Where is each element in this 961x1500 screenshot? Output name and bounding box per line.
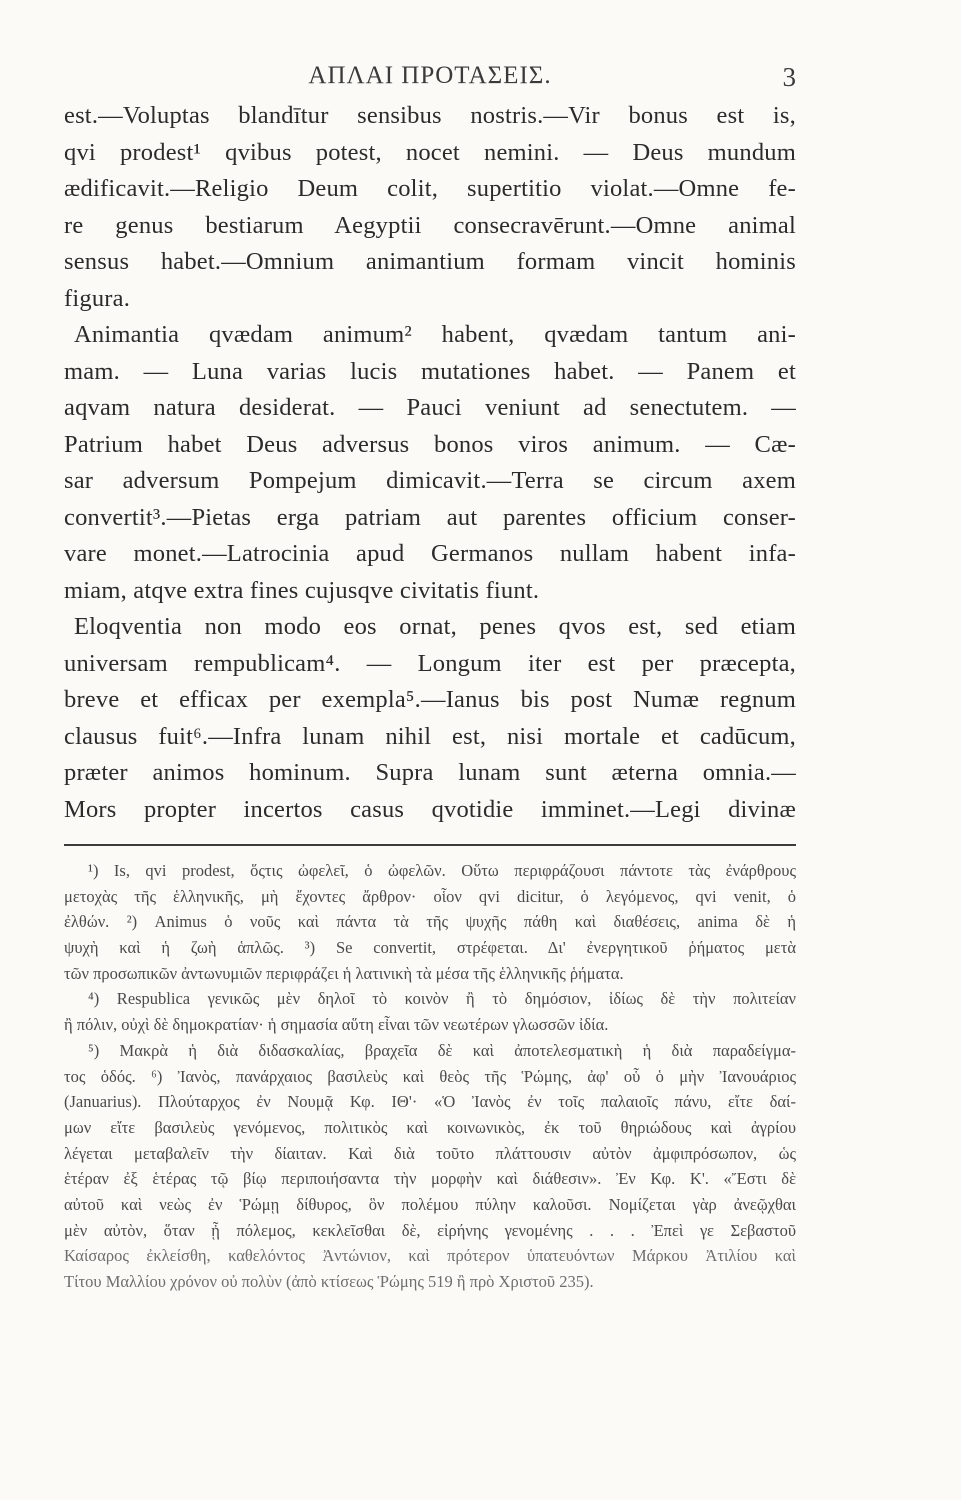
text-line: breve et efficax per exempla⁵.—Ianus bis post Numæ regnum (64, 686, 796, 713)
text-line: convertit³.—Pietas erga patriam aut parentes officium conser- (64, 503, 796, 531)
footnote-line: μων εἴτε βασιλεὺς γενόμενος, πολιτικὸς καὶ κοινωνικὸς, ἐκ τοῦ θηριώδους καὶ ἀγρίου (64, 1117, 796, 1137)
text-line: vare monet.—Latrocinia apud Germanos nullam habent infa- (64, 540, 796, 567)
footnote-line: ¹) Is, qvi prodest, ὅςτις ὠφελεῖ, ὁ ὠφελῶν. Οὕτω περιφράζουσι πάντοτε τὰς ἐνάρθρους (88, 861, 796, 880)
footnote-line: αὐτοῦ καὶ νεὼς ἐν Ῥώμῃ δίθυρος, ὃν πολέμου πύλην καλοῦσι. Νομίζεται γὰρ ἀνεῷχθαι (64, 1194, 796, 1214)
text-line: mam. — Luna varias lucis mutationes habet. — Panem et (64, 357, 796, 385)
footnote-line: (Januarius). Πλούταρχος ἐν Νουμᾷ Κφ. ΙΘ'· «Ὁ Ἰανὸς ἐν τοῖς παλαιοῖς πάνυ, εἴτε δαί- (64, 1092, 796, 1112)
footnote-line: Καίσαρος ἐκλείσθη, καθελόντος Ἀντώνιον, καὶ πρότερον ὑπατευόντων Μάρκου Ἀτιλίου καὶ (64, 1246, 796, 1266)
footnote-divider (64, 844, 796, 846)
footnote-line: Τίτου Μαλλίου χρόνον οὐ πολὺν (ἀπὸ κτίσεως Ῥώμης 519 ἢ πρὸ Χριστοῦ 235). (64, 1272, 594, 1291)
text-line: aqvam natura desiderat. — Pauci veniunt ad senectutem. — (64, 394, 796, 421)
page-header (64, 62, 796, 96)
footnote-line: ⁴) Respublica γενικῶς μὲν δηλοῖ τὸ κοινὸν ἢ τὸ δημόσιον, ἰδίως δὲ τὴν πολιτείαν (88, 989, 796, 1009)
text-line: qvi prodest¹ qvibus potest, nocet nemini. — Deus mundum (64, 138, 796, 166)
main-text-block (64, 98, 796, 828)
text-line: universam rempublicam⁴. — Longum iter est per præcepta, (64, 649, 796, 677)
footnote-line: ἐλθών. ²) Animus ὁ νοῦς καὶ πάντα τὰ τῆς ψυχῆς πάθη καὶ διαθέσεις, anima δὲ ἡ (64, 912, 796, 932)
text-line: sar adversum Pompejum dimicavit.—Terra se circum axem (64, 467, 796, 494)
text-line: re genus bestiarum Aegyptii consecravērunt.—Omne animal (64, 211, 796, 239)
text-line: Patrium habet Deus adversus bonos viros animum. — Cæ- (64, 430, 796, 458)
footnote-line: μὲν αὐτὸν, ὅταν ᾖ πόλεμος, κεκλεῖσθαι δὲ, εἰρήνης γενομένης . . . Ἐπεὶ γε Σεβαστοῦ (64, 1220, 796, 1240)
footnote-line: ⁵) Μακρὰ ἡ διὰ διδασκαλίας, βραχεῖα δὲ καὶ ἀποτελεσματικὴ ἡ διὰ παραδείγμα- (88, 1040, 796, 1060)
footnotes-block (64, 858, 796, 1295)
footnote-line: τῶν προσωπικῶν ἀντωνυμιῶν περιφράζει ἡ λατινικὴ τὰ μέσα τῆς ἑλληνικῆς ῥήματα. (64, 963, 624, 983)
running-title: ΑΠΛΑΙ ΠΡΟΤΑΣΕΙΣ. (308, 62, 552, 89)
footnote-line: ἢ πόλιν, οὐχὶ δὲ δημοκρατίαν· ἡ σημασία αὕτη εἶναι τῶν νεωτέρων γλωσσῶν ἰδία. (64, 1015, 609, 1035)
text-line: figura. (64, 284, 131, 312)
text-line: sensus habet.—Omnium animantium formam vincit hominis (64, 248, 796, 275)
footnote-line: μετοχὰς τῆς ἑλληνικῆς, μὴ ἔχοντες ἄρθρον· οἷον qvi dicitur, ὁ λεγόμενος, qvi venit, ὁ (64, 886, 796, 906)
text-line: est.—Voluptas blandītur sensibus nostris.—Vir bonus est is, (64, 102, 796, 129)
footnote-line: ψυχὴ καὶ ἡ ζωὴ ἁπλῶς. ³) Se convertit, στρέφεται. Δι' ἐνεργητικοῦ ῥήματος μετὰ (64, 938, 796, 958)
text-line: miam, atqve extra fines cujusqve civitatis fiunt. (64, 576, 540, 604)
footnote-line: λέγεται μεταβαλεῖν τὴν δίαιταν. Καὶ διὰ τοῦτο πλάττουσιν αὐτὸν ἀμφιπρόσωπον, ὡς (64, 1143, 796, 1163)
text-line: ædificavit.—Religio Deum colit, supertitio violat.—Omne fe- (64, 175, 796, 202)
text-line: Animantia qvædam animum² habent, qvædam tantum ani- (74, 321, 796, 348)
text-line: Mors propter incertos casus qvotidie imminet.—Legi divinæ (64, 795, 796, 823)
text-line: præter animos hominum. Supra lunam sunt æterna omnia.— (64, 759, 796, 786)
text-line: clausus fuit⁶.—Infra lunam nihil est, nisi mortale et cadūcum, (64, 722, 796, 750)
page-number: 3 (782, 62, 796, 92)
footnote-line: τος ὁδός. ⁶) Ἰανὸς, πανάρχαιος βασιλεὺς καὶ θεὸς τῆς Ῥώμης, ἀφ' οὗ ὁ μὴν Ἰανουάριος (64, 1066, 796, 1086)
footnote-line: ἑτέραν ἐξ ἑτέρας τῷ βίῳ περιποιήσαντα τὴν μορφὴν καὶ διάθεσιν». Ἐν Κφ. Κ'. «Ἔστι δὲ (64, 1169, 796, 1189)
text-line: Eloqventia non modo eos ornat, penes qvos est, sed etiam (74, 613, 796, 640)
